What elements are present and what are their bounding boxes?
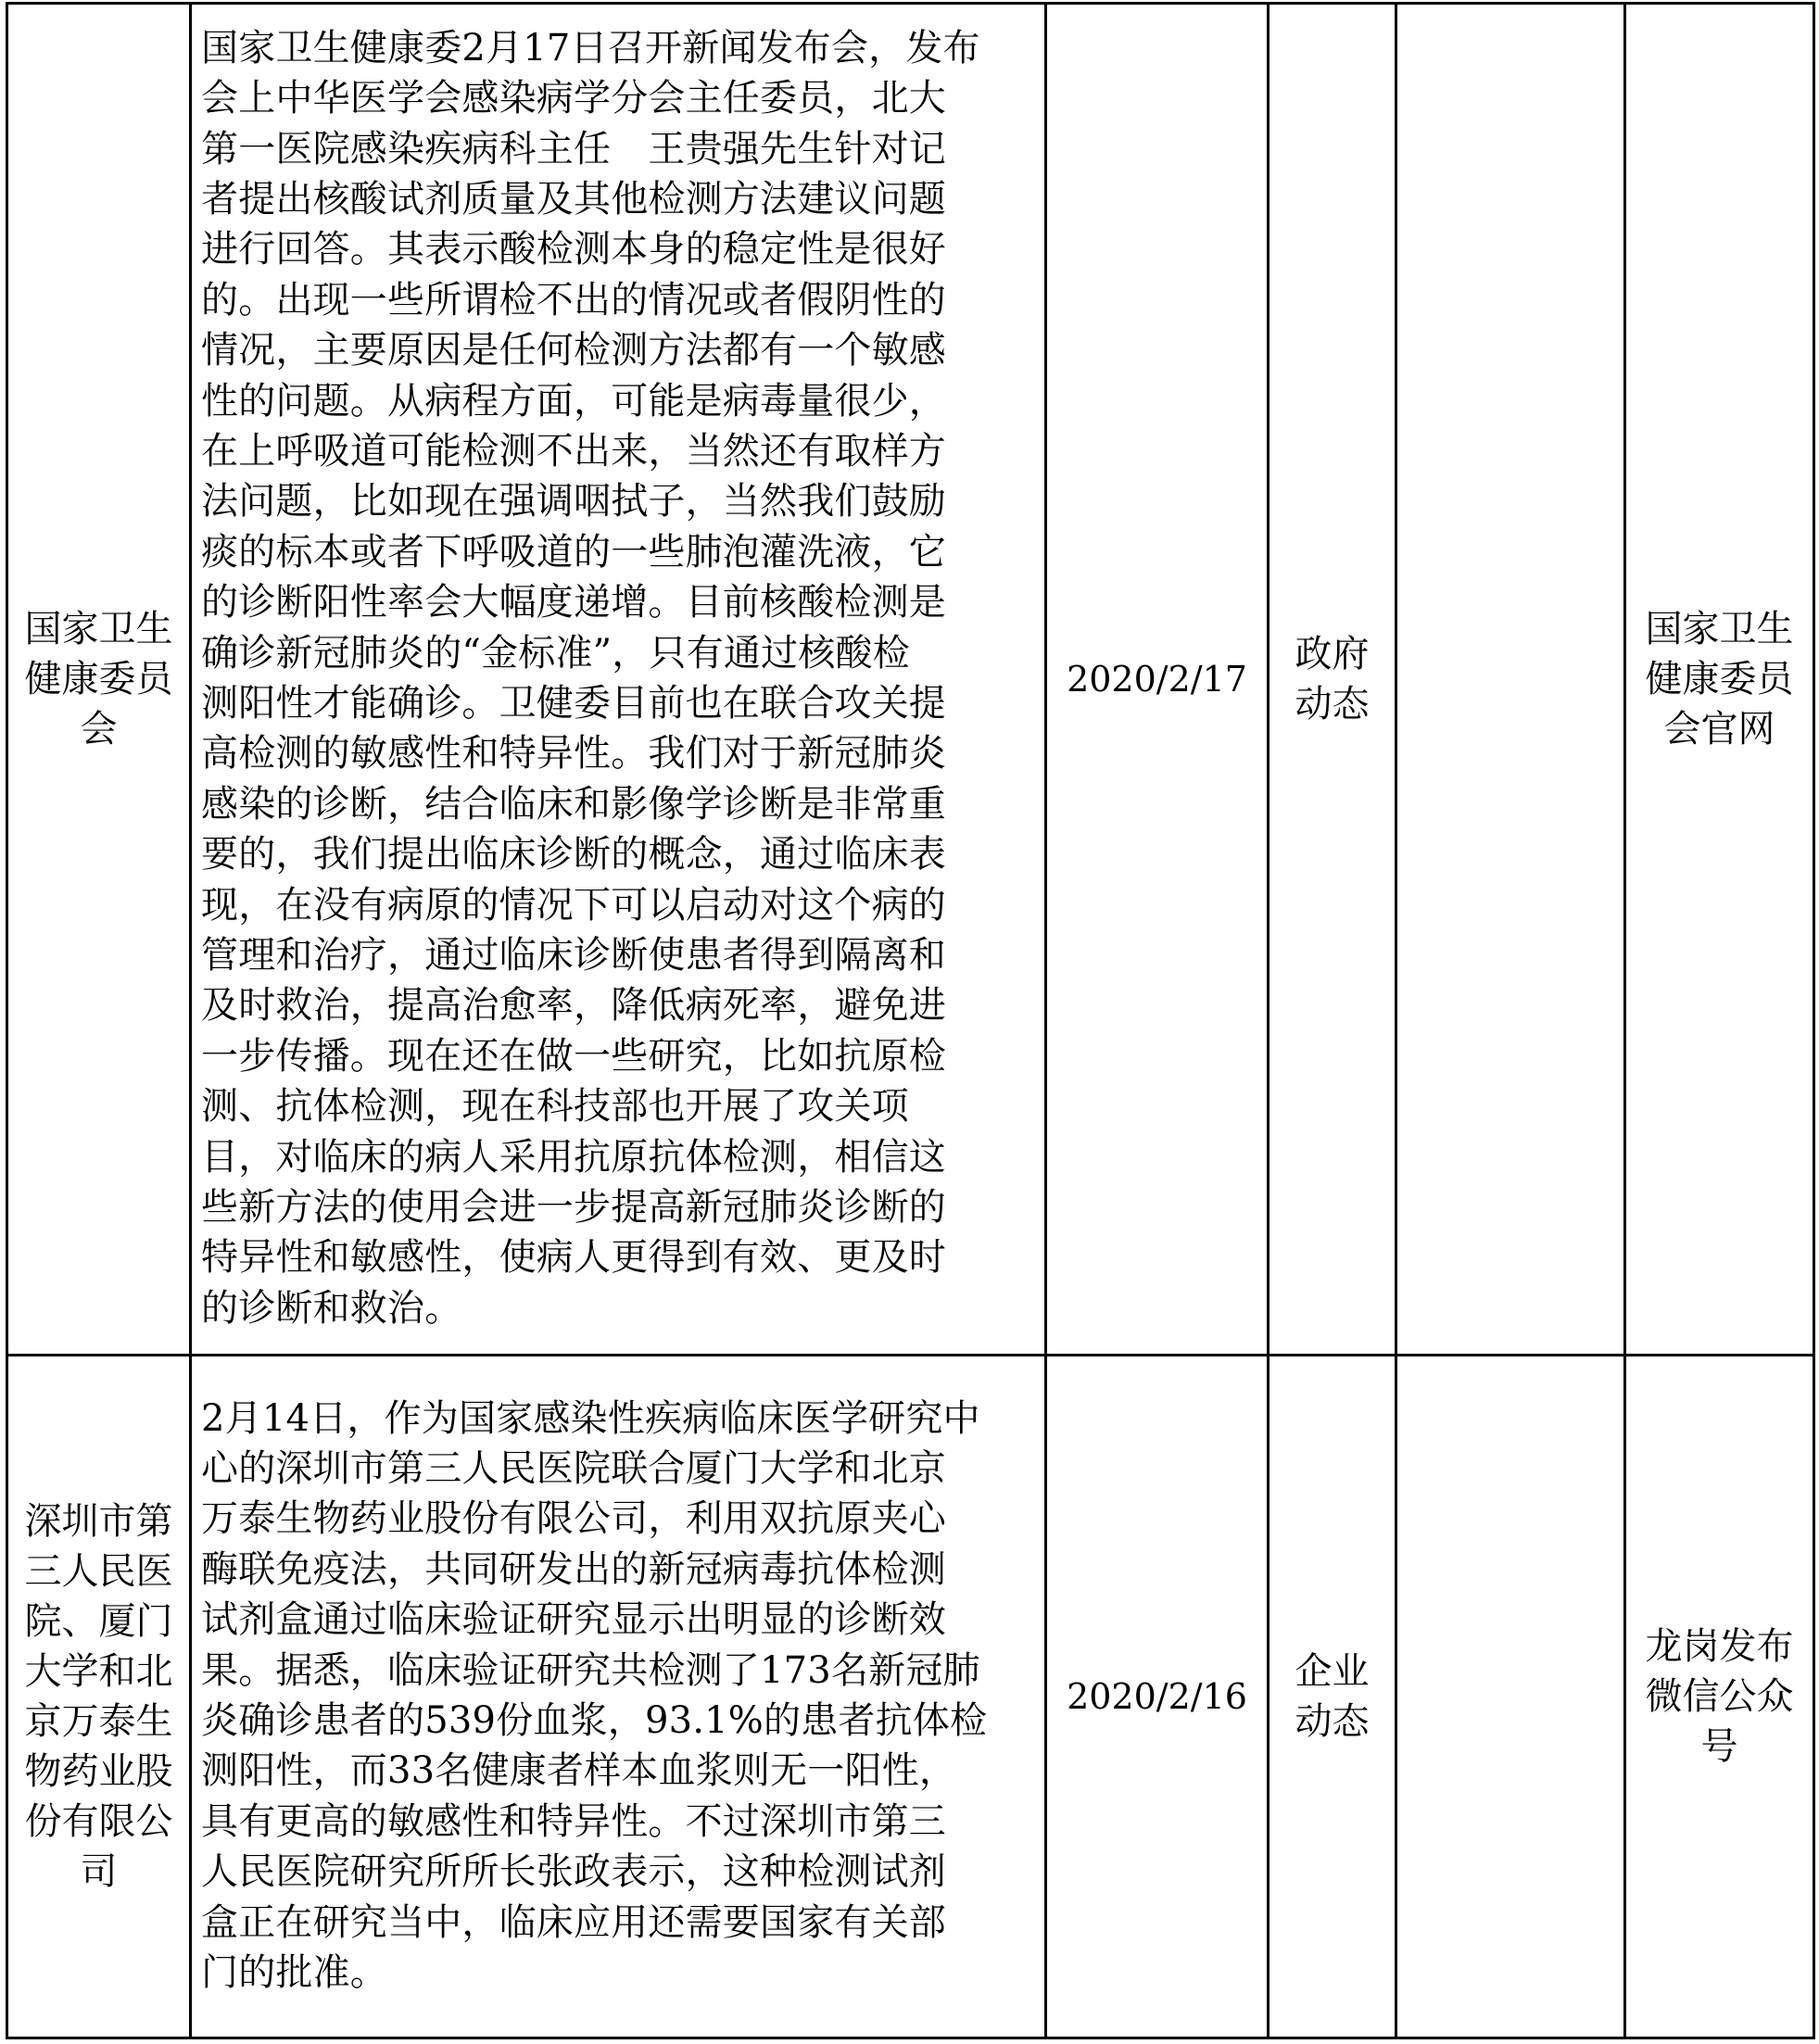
org-line: 院、厦门 bbox=[24, 1600, 173, 1643]
source-line: 健康委员 bbox=[1645, 658, 1794, 700]
content-line: 进行回答。其表示酸检测本身的稳定性是很好 bbox=[201, 228, 946, 271]
content-line: 具有更高的敏感性和特异性。不过深圳市第三 bbox=[201, 1799, 946, 1843]
source-line: 国家卫生 bbox=[1645, 608, 1794, 650]
content-line: 目，对临床的病人采用抗原抗体检测，相信这 bbox=[201, 1135, 946, 1179]
content-line: 会上中华医学会感染病学分会主任委员，北大 bbox=[201, 77, 946, 120]
content-line: 人民医院研究所所长张政表示，这种检测试剂 bbox=[201, 1850, 946, 1894]
org-line: 国家卫生 bbox=[24, 608, 173, 650]
content-line: 测阳性才能确诊。卫健委目前也在联合攻关提 bbox=[201, 682, 946, 725]
content-line: 第一医院感染疾病科主任 王贵强先生针对记 bbox=[201, 127, 946, 170]
org-line: 三人民医 bbox=[24, 1550, 173, 1593]
content-line: 法问题，比如现在强调咽拭子，当然我们鼓励 bbox=[201, 480, 946, 524]
source-cell bbox=[1625, 1356, 1814, 2038]
content-cell bbox=[191, 1356, 1046, 2038]
source-line: 号 bbox=[1700, 1725, 1738, 1768]
content-line: 心的深圳市第三人民医院联合厦门大学和北京 bbox=[201, 1446, 946, 1490]
type-line: 企业 bbox=[1295, 1650, 1370, 1693]
content-line: 要的，我们提出临床诊断的概念，通过临床表 bbox=[201, 833, 946, 877]
date-cell bbox=[1046, 4, 1269, 1356]
org-line: 深圳市第 bbox=[24, 1500, 173, 1543]
content-line: 门的批准。 bbox=[201, 1951, 387, 1995]
content-line: 感染的诊断，结合临床和影像学诊断是非常重 bbox=[201, 782, 946, 826]
content-line: 试剂盒通过临床验证研究显示出明显的诊断效 bbox=[201, 1598, 946, 1642]
source-line: 龙岗发布 bbox=[1645, 1625, 1794, 1668]
content-line: 的诊断阳性率会大幅度递增。目前核酸检测是 bbox=[201, 581, 946, 625]
type-cell bbox=[1269, 4, 1396, 1356]
org-line: 司 bbox=[80, 1850, 118, 1893]
type-cell bbox=[1269, 1356, 1396, 2038]
org-name bbox=[16, 604, 182, 754]
content-line: 酶联免疫法，共同研发出的新冠病毒抗体检测 bbox=[201, 1547, 946, 1591]
date-text: 2020/2/16 bbox=[1067, 1676, 1247, 1717]
content-line: 高检测的敏感性和特异性。我们对于新冠肺炎 bbox=[201, 732, 946, 776]
source-line: 微信公众 bbox=[1645, 1675, 1794, 1718]
empty-cell bbox=[1396, 1356, 1625, 2038]
content-cell bbox=[191, 4, 1046, 1356]
news-type bbox=[1270, 629, 1395, 729]
content-line: 国家卫生健康委2月17日召开新闻发布会，发布 bbox=[201, 26, 980, 69]
content-line: 情况，主要原因是任何检测方法都有一个敏感 bbox=[201, 329, 946, 372]
content-line: 现，在没有病原的情况下可以启动对这个病的 bbox=[201, 883, 946, 927]
date-cell bbox=[1046, 1356, 1269, 2038]
content-line: 万泰生物药业股份有限公司，利用双抗原夹心 bbox=[201, 1497, 946, 1541]
content-line: 在上呼吸道可能检测不出来，当然还有取样方 bbox=[201, 429, 946, 473]
content-line: 一步传播。现在还在做一些研究，比如抗原检 bbox=[201, 1034, 946, 1078]
type-line: 政府 bbox=[1295, 633, 1370, 675]
content-line: 及时救治，提高治愈率，降低病死率，避免进 bbox=[201, 984, 946, 1028]
org-line: 大学和北 bbox=[24, 1650, 173, 1693]
type-line: 动态 bbox=[1295, 1700, 1370, 1743]
source-name bbox=[1636, 604, 1803, 754]
content-line: 2月14日，作为国家感染性疾病临床医学研究中 bbox=[201, 1396, 980, 1440]
source-name bbox=[1636, 1621, 1803, 1772]
org-line: 份有限公 bbox=[24, 1800, 173, 1843]
type-line: 动态 bbox=[1295, 683, 1370, 725]
org-line: 京万泰生 bbox=[24, 1700, 173, 1743]
news-table bbox=[6, 2, 1815, 2039]
empty-cell bbox=[1396, 4, 1625, 1356]
org-line: 物药业股 bbox=[24, 1750, 173, 1793]
content-line: 果。据悉，临床验证研究共检测了173名新冠肺 bbox=[201, 1648, 980, 1692]
date-text: 2020/2/17 bbox=[1067, 659, 1247, 700]
source-line: 会官网 bbox=[1663, 708, 1775, 751]
table-row bbox=[7, 1356, 1814, 2038]
org-cell bbox=[7, 1356, 191, 2038]
content-line: 确诊新冠肺炎的“金标准”，只有通过核酸检 bbox=[201, 631, 910, 675]
content-line: 盒正在研究当中，临床应用还需要国家有关部 bbox=[201, 1900, 946, 1944]
content-line: 测阳性，而33名健康者样本血浆则无一阳性， bbox=[201, 1749, 957, 1793]
content-line: 些新方法的使用会进一步提高新冠肺炎诊断的 bbox=[201, 1186, 946, 1230]
table-row bbox=[7, 4, 1814, 1356]
content-line: 性的问题。从病程方面，可能是病毒量很少， bbox=[201, 379, 946, 423]
content-line: 的。出现一些所谓检不出的情况或者假阴性的 bbox=[201, 278, 946, 322]
content-line: 管理和治疗，通过临床诊断使患者得到隔离和 bbox=[201, 934, 946, 978]
org-cell bbox=[7, 4, 191, 1356]
news-type bbox=[1270, 1647, 1395, 1747]
content-line: 痰的标本或者下呼吸道的一些肺泡灌洗液，它 bbox=[201, 530, 946, 574]
source-cell bbox=[1625, 4, 1814, 1356]
content-line: 的诊断和救治。 bbox=[201, 1286, 462, 1330]
org-name bbox=[16, 1496, 182, 1897]
org-line: 会 bbox=[80, 708, 118, 751]
content-line: 测、抗体检测，现在科技部也开展了攻关项 bbox=[201, 1085, 909, 1129]
content-line: 特异性和敏感性，使病人更得到有效、更及时 bbox=[201, 1236, 946, 1280]
org-line: 健康委员 bbox=[24, 658, 173, 700]
content-line: 者提出核酸试剂质量及其他检测方法建议问题 bbox=[201, 177, 946, 221]
content-line: 炎确诊患者的539份血浆，93.1%的患者抗体检 bbox=[201, 1699, 988, 1742]
